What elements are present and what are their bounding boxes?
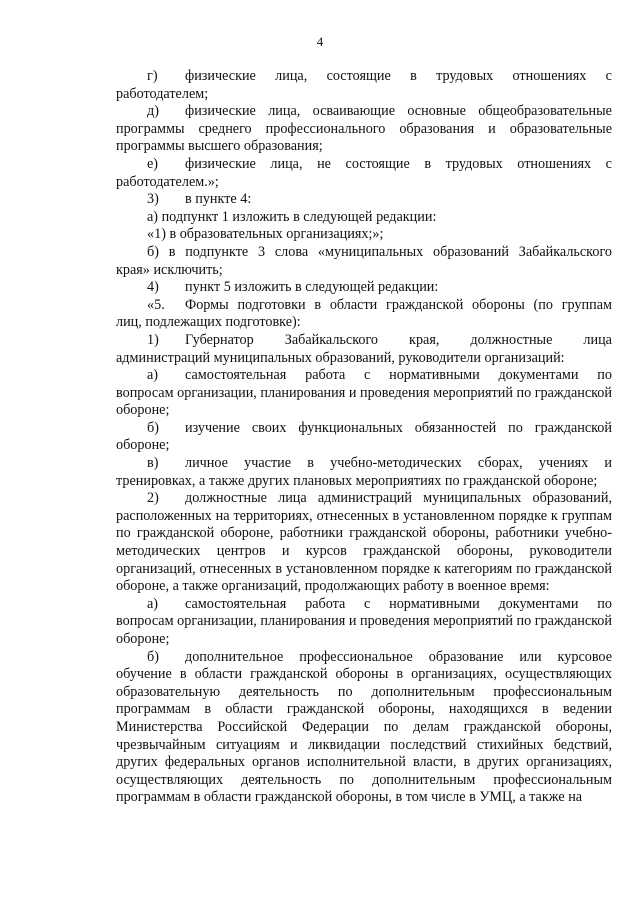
justified-line	[185, 332, 612, 350]
word: по	[597, 595, 612, 612]
paragraph	[116, 596, 612, 649]
word: в	[424, 155, 432, 172]
list-marker: 4)	[147, 279, 159, 296]
paragraph-first-line	[116, 209, 612, 227]
word: с	[364, 595, 371, 612]
paragraph	[116, 244, 612, 279]
justified-line	[185, 596, 612, 614]
line-text: изучение своих функциональных обязанностей по гражданской	[185, 419, 612, 436]
word: нормативными	[389, 595, 480, 612]
list-marker: 3)	[147, 191, 159, 208]
list-marker: д)	[147, 103, 159, 120]
paragraph	[116, 455, 612, 490]
word: отношениях	[512, 68, 587, 84]
paragraph-continuation: вопросам организации, планирования и проведения мероприятий по гражданской обороне;	[116, 384, 612, 419]
word: личное	[185, 455, 228, 472]
paragraph	[116, 490, 612, 596]
line-text: должностные лица администраций муниципальных образований,	[185, 490, 612, 507]
paragraph	[116, 103, 612, 156]
word: с	[605, 155, 612, 172]
paragraph-continuation: лиц, подлежащих подготовке):	[116, 314, 301, 331]
word: документами	[498, 367, 579, 384]
justified-line	[185, 156, 612, 174]
word: Губернатор	[185, 331, 254, 348]
paragraph-first-line	[116, 649, 612, 667]
line-text: в пункте 4:	[185, 191, 252, 208]
paragraph-first-line	[116, 332, 612, 350]
word: работа	[305, 595, 346, 612]
word: документами	[498, 595, 579, 612]
word: и	[604, 455, 612, 472]
paragraph	[116, 156, 612, 191]
paragraph	[116, 226, 612, 244]
paragraph-continuation: вопросам организации, планирования и проведения мероприятий по гражданской обороне;	[116, 613, 612, 647]
list-marker: 2)	[147, 490, 159, 507]
word: с	[605, 68, 612, 84]
line-text: «1) в образовательных организациях;»;	[147, 226, 384, 243]
paragraph	[116, 297, 612, 332]
word: работа	[305, 367, 346, 384]
list-marker: а)	[147, 367, 159, 384]
paragraph-first-line	[116, 103, 612, 121]
word: лица,	[270, 155, 303, 172]
word: учениях	[538, 455, 589, 472]
word: состоящие	[345, 155, 410, 172]
list-marker: б)	[147, 648, 159, 665]
word: физические	[185, 103, 256, 120]
word: физические	[185, 68, 256, 84]
list-marker: б)	[147, 419, 159, 436]
word: трудовых	[445, 155, 503, 172]
paragraph-continuation: тренировках, а также других плановых мероприятиях по гражданской обороне;	[116, 472, 598, 489]
justified-line	[185, 455, 612, 473]
paragraph-first-line	[116, 244, 612, 262]
paragraph	[116, 191, 612, 209]
word: учебно-методических	[330, 455, 462, 472]
paragraph-continuation: работодателем.»;	[116, 173, 219, 190]
page-number: 4	[316, 34, 324, 49]
paragraph	[116, 649, 612, 807]
word: в	[307, 455, 314, 472]
paragraph	[116, 68, 612, 103]
paragraph-continuation: программы среднего профессионального образования и образовательные программы высшего образования;	[116, 120, 612, 155]
word: общеобразовательные	[478, 103, 612, 120]
justified-line	[185, 68, 612, 86]
list-marker: в)	[147, 455, 159, 472]
paragraph-first-line	[116, 68, 612, 86]
paragraph-first-line	[116, 367, 612, 385]
paragraph	[116, 420, 612, 455]
word: осваивающие	[312, 103, 395, 120]
paragraph-first-line	[116, 455, 612, 473]
paragraph-first-line	[116, 279, 612, 297]
word: края,	[409, 331, 440, 348]
line-text: Формы подготовки в области гражданской обороны (по группам	[185, 296, 612, 313]
line-text: пункт 5 изложить в следующей редакции:	[185, 279, 439, 296]
word: лица,	[275, 68, 308, 84]
list-marker: а)	[147, 595, 159, 612]
paragraph-first-line	[116, 596, 612, 614]
paragraph	[116, 332, 612, 367]
word: самостоятельная	[185, 595, 287, 612]
word: самостоятельная	[185, 367, 287, 384]
word: физические	[185, 155, 256, 172]
paragraph	[116, 367, 612, 420]
line-text: а) подпункт 1 изложить в следующей редакции:	[147, 208, 437, 225]
justified-line	[185, 367, 612, 385]
word: основные	[407, 103, 466, 120]
word: отношениях	[517, 155, 592, 172]
list-marker: «5.	[147, 296, 165, 313]
paragraph	[116, 209, 612, 227]
paragraph-continuation: обучение в области гражданской обороны в организациях, осуществляющих образовательную деятельность по дополнительным профессиональным программам в области гражданской обороны, находящихся в ведении Министерства Российской Федерации по делам гражданской обороны, чрезвычайным ситуациям и ликвидации последствий стихийных бедствий, других федеральных органов исполнительной власти, в других организациях, осуществляющих деятельность по дополнительным профессиональным программам в области гражданской обороны, в том числе в УМЦ, а также на	[116, 666, 612, 806]
word: Забайкальского	[284, 331, 379, 348]
word: нормативными	[389, 367, 480, 384]
paragraph-continuation: работодателем;	[116, 85, 209, 102]
word: должностные	[470, 331, 553, 348]
list-marker: е)	[147, 155, 159, 172]
paragraph-continuation: края» исключить;	[116, 261, 223, 278]
line-text: дополнительное профессиональное образование или курсовое	[185, 648, 612, 665]
word: сборах,	[477, 455, 523, 472]
paragraph	[116, 279, 612, 297]
paragraph-continuation: администраций муниципальных образований, руководители организаций:	[116, 349, 565, 366]
paragraph-continuation: расположенных на территориях, отнесенных в установленном порядке к группам по гражданской обороне, работники гражданской обороны, работники учебно-методических центров и курсов гражданской обороны, руководители организаций, отнесенных в установленном порядке к категориям по гражданской обороне, а также организаций, продолжающих работу в военное время:	[116, 507, 612, 595]
paragraph-first-line	[116, 490, 612, 508]
document-body	[116, 68, 612, 807]
word: с	[364, 367, 371, 384]
word: трудовых	[436, 68, 494, 84]
word: в	[410, 68, 417, 84]
word: лица	[583, 331, 612, 348]
paragraph-first-line	[116, 297, 612, 315]
paragraph-first-line	[116, 156, 612, 174]
word: по	[597, 367, 612, 384]
word: не	[317, 155, 331, 172]
paragraph-first-line	[116, 420, 612, 438]
word: участие	[244, 455, 292, 472]
list-marker: 1)	[147, 331, 159, 348]
paragraph-first-line	[116, 191, 612, 209]
line-text: б) в подпункте 3 слова «муниципальных образований Забайкальского	[147, 243, 612, 260]
list-marker: г)	[147, 68, 158, 84]
paragraph-first-line	[116, 226, 612, 244]
paragraph-continuation: обороне;	[116, 437, 170, 454]
word: состоящие	[326, 68, 391, 84]
word: лица,	[268, 103, 301, 120]
justified-line	[185, 103, 612, 121]
